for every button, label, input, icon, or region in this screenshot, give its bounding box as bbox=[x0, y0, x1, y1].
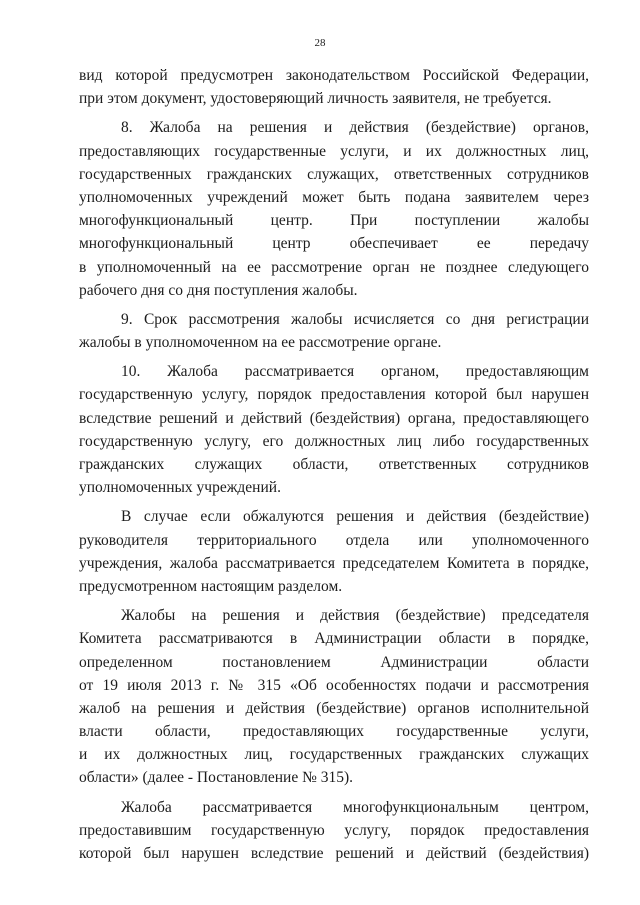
text-line: жалобы в уполномоченном на ее рассмотрение органе. bbox=[79, 334, 442, 352]
text-line: Жалобы на решения и действия (бездействие) председателя bbox=[121, 607, 589, 625]
text-line: 10. Жалоба рассматривается органом, предоставляющим bbox=[121, 363, 589, 381]
text-line: уполномоченных учреждений. bbox=[79, 479, 281, 497]
body-text bbox=[79, 64, 589, 865]
page-number: 28 bbox=[314, 37, 326, 49]
text-line: В случае если обжалуются решения и действия (бездействие) bbox=[121, 508, 589, 526]
text-line: вид которой предусмотрен законодательством Российской Федерации, bbox=[79, 67, 589, 84]
text-line: рабочего дня со дня поступления жалобы. bbox=[79, 281, 358, 299]
text-line: предоставляющих государственные услуги, и их должностных лиц, bbox=[79, 142, 589, 160]
text-line: учреждения, жалоба рассматривается председателем Комитета в порядке, bbox=[79, 554, 589, 572]
text-line: 9. Срок рассмотрения жалобы исчисляется со дня регистрации bbox=[121, 310, 589, 328]
text-line: государственную услугу, порядок предоставления которой был нарушен bbox=[79, 386, 589, 404]
text-line: определенном постановлением Администрации области bbox=[79, 653, 589, 671]
text-line: Комитета рассматриваются в Администрации области в порядке, bbox=[79, 630, 589, 648]
text-line: государственную услугу, его должностных лиц либо государственных bbox=[79, 432, 589, 450]
text-line: от 19 июля 2013 г. № 315 «Об особенностях подачи и рассмотрения bbox=[79, 676, 589, 694]
text-line: руководителя территориального отдела или уполномоченного bbox=[79, 531, 589, 549]
text-line: которой был нарушен вследствие решений и действий (бездействия) bbox=[79, 845, 589, 862]
text-line: при этом документ, удостоверяющий личность заявителя, не требуется. bbox=[79, 90, 552, 108]
text-line: многофункциональный центр. При поступлении жалобы bbox=[79, 212, 589, 230]
text-line: и их должностных лиц, государственных гражданских служащих bbox=[79, 746, 589, 764]
text-line: предоставившим государственную услугу, порядок предоставления bbox=[79, 821, 589, 839]
text-line: жалоб на решения и действия (бездействие) органов исполнительной bbox=[79, 699, 589, 717]
text-line: многофункциональный центр обеспечивает ее передачу bbox=[79, 235, 589, 253]
text-line: вследствие решений и действий (бездействия) органа, предоставляющего bbox=[79, 409, 589, 427]
text-line: власти области, предоставляющих государственные услуги, bbox=[79, 723, 589, 741]
text-line: Жалоба рассматривается многофункциональным центром, bbox=[121, 798, 589, 816]
text-line: уполномоченных учреждений может быть подана заявителем через bbox=[79, 188, 589, 206]
text-line: в уполномоченный на ее рассмотрение орган не позднее следующего bbox=[79, 258, 589, 276]
text-line: предусмотренном настоящим разделом. bbox=[79, 577, 343, 595]
text-line: 8. Жалоба на решения и действия (бездействие) органов, bbox=[121, 119, 589, 137]
text-line: гражданских служащих области, ответственных сотрудников bbox=[79, 456, 589, 473]
text-line: государственных гражданских служащих, ответственных сотрудников bbox=[79, 165, 589, 183]
text-line: области» (далее - Постановление № 315). bbox=[79, 769, 354, 787]
